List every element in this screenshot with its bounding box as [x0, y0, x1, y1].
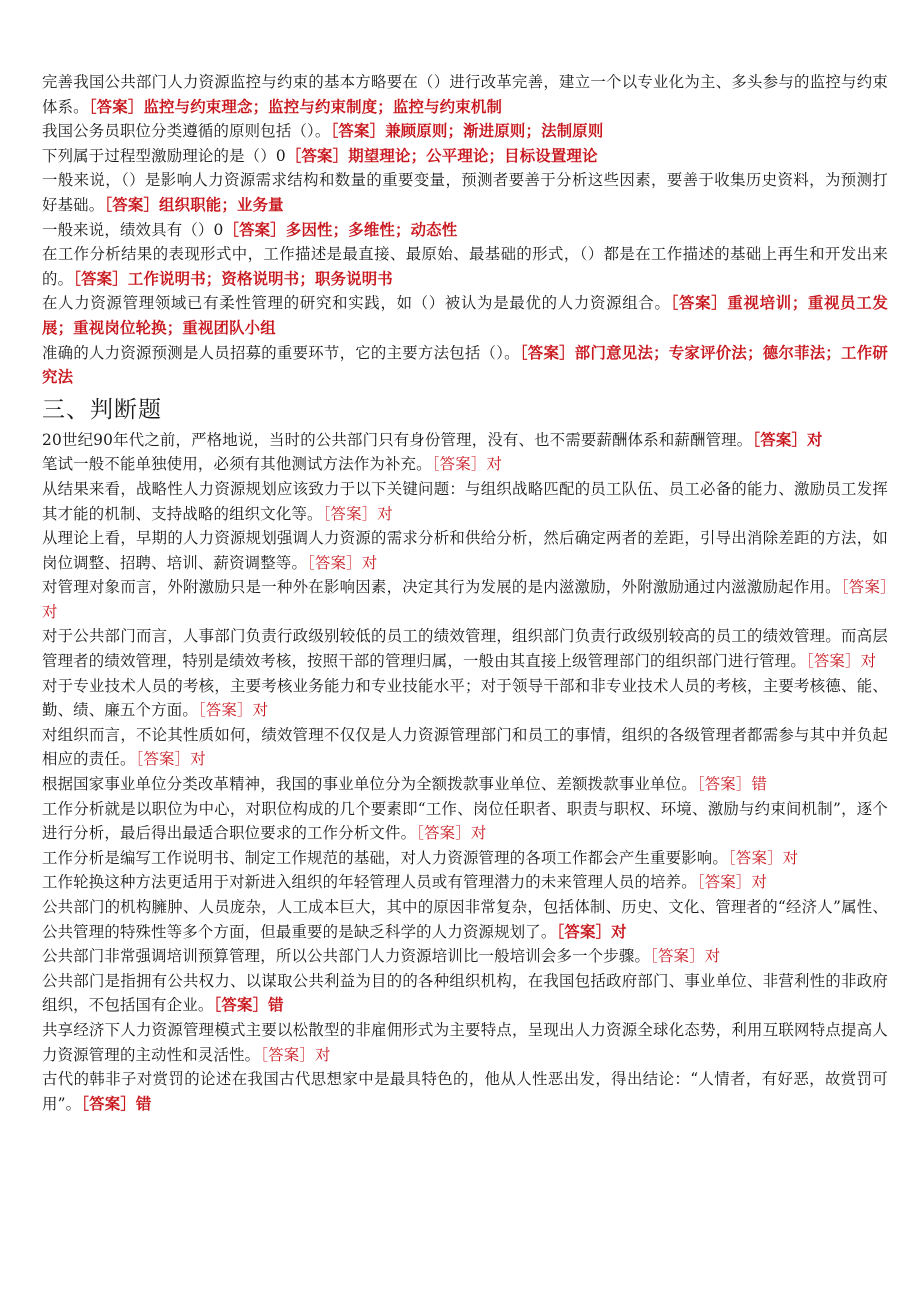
answer-text: ［答案］多因性；多维性；动态性 — [223, 220, 458, 239]
answer-text: ［答案］对 — [197, 701, 269, 720]
question-text: 公共部门是指拥有公共权力、以谋取公共利益为目的的各种组织机构，在我国包括政府部门、事业单位、非营利性的非政府组织，不包括国有企业。 — [42, 971, 888, 1015]
answer-text: ［答案］对 — [650, 947, 721, 966]
answer-text: ［答案］对 — [416, 824, 487, 843]
question-item — [42, 168, 888, 217]
answer-text: ［答案］错 — [81, 1094, 152, 1113]
judgment-section — [42, 428, 888, 1117]
question-text: 工作分析是编写工作说明书、制定工作规范的基础，对人力资源管理的各项工作都会产生重要影响。 — [42, 848, 728, 867]
question-item — [42, 341, 888, 390]
question-item — [42, 242, 888, 291]
question-text: 完善我国公共部门人力资源监控与约束的基本方略要在（）进行改革完善，建立一个以专业化为主、多头参与的监控与约束体系。 — [42, 73, 888, 116]
question-item — [42, 895, 888, 944]
question-text: 工作分析就是以职位为中心，对职位构成的几个要素即“工作、岗位任职者、职责与职权、环境、激励与约束间机制”，逐个进行分析，最后得出最适合职位要求的工作分析文件。 — [42, 799, 888, 843]
question-text: 根据国家事业单位分类改革精神，我国的事业单位分为全额拨款事业单位、差额拨款事业单位。 — [42, 775, 697, 794]
question-text: 我国公务员职位分类遵循的原则包括（）。 — [42, 122, 331, 141]
answer-text: ［答案］对 — [696, 873, 768, 892]
answer-text: ［答案］监控与约束理念；监控与约束制度；监控与约束机制 — [88, 97, 503, 116]
question-item — [42, 723, 888, 772]
multiple-choice-section — [42, 70, 888, 390]
question-item — [42, 526, 888, 575]
question-text: 笔试一般不能单独使用，必须有其他测试方法作为补充。 — [42, 455, 432, 474]
question-item — [42, 575, 888, 624]
answer-text: ［答案］对 — [135, 750, 206, 769]
question-text: 一般来说，（）是影响人力资源需求结构和数量的重要变量，预测者要善于分析这些因素，要善于收集历史资料，为预测打好基础。 — [42, 171, 888, 214]
question-text: 对管理对象而言，外附激励只是一种外在影响因素，决定其行为发展的是内滋激励，外附激励通过内滋激励起作用。 — [42, 578, 841, 597]
question-text: 20世纪90年代之前，严格地说，当时的公共部门只有身份管理，没有、也不需要薪酬体系和薪酬管理。 — [42, 430, 753, 449]
question-text: 在工作分析结果的表现形式中，工作描述是最直接、最原始、最基础的形式，（）都是在工作描述的基础上再生和开发出来的。 — [42, 245, 888, 288]
question-text: 公共部门的机构臃肿、人员庞杂，人工成本巨大，其中的原因非常复杂，包括体制、历史、文化、管理者的“经济人”属性、公共管理的特殊性等多个方面，但最重要的是缺乏科学的人力资源规划了。 — [42, 898, 888, 941]
answer-text: ［答案］对 — [556, 922, 627, 941]
question-text: 工作轮换这种方法更适用于对新进入组织的年轻管理人员或有管理潜力的未来管理人员的培养。 — [42, 873, 697, 892]
answer-text: ［答案］对 — [307, 553, 378, 572]
question-item — [42, 218, 888, 243]
question-item — [42, 428, 888, 453]
question-text: 从理论上看，早期的人力资源规划强调人力资源的需求分析和供给分析，然后确定两者的差距，引导出消除差距的方法，如岗位调整、招聘、培训、薪资调整等。 — [42, 529, 888, 572]
question-item — [42, 119, 888, 144]
answer-text: ［答案］对 — [42, 578, 888, 621]
question-item — [42, 674, 888, 723]
question-item — [42, 291, 888, 340]
answer-text: ［答案］对 — [728, 848, 799, 867]
answer-text: ［答案］对 — [805, 652, 877, 671]
question-text: 对组织而言，不论其性质如何，绩效管理不仅仅是人力资源管理部门和员工的事情，组织的各级管理者都需参与其中并负起相应的责任。 — [42, 725, 888, 769]
question-text: 对于公共部门而言，人事部门负责行政级别较低的员工的绩效管理，组织部门负责行政级别较高的员工的绩效管理。而高层管理者的绩效管理，特别是绩效考核，按照干部的管理归属，一般由其直接上级管理部门的组织部门进行管理。 — [42, 627, 888, 671]
answer-text: ［答案］对 — [752, 430, 823, 449]
question-item — [42, 1018, 888, 1067]
question-text: 从结果来看，战略性人力资源规划应该致力于以下关键问题：与组织战略匹配的员工队伍、员工必备的能力、激励员工发挥其才能的机制、支持战略的组织文化等。 — [42, 479, 888, 523]
answer-text: ［答案］部门意见法；专家评价法；德尔菲法；工作研究法 — [42, 343, 888, 387]
question-text: 共享经济下人力资源管理模式主要以松散型的非雇佣形式为主要特点，呈现出人力资源全球化态势，利用互联网特点提高人力资源管理的主动性和灵活性。 — [42, 1020, 888, 1064]
question-text: 在人力资源管理领域已有柔性管理的研究和实践，如（）被认为是最优的人力资源组合。 — [42, 294, 671, 313]
question-text: 一般来说，绩效具有（）0 — [42, 220, 224, 239]
question-text: 公共部门非常强调培训预算管理，所以公共部门人力资源培训比一般培训会多一个步骤。 — [42, 947, 651, 966]
question-item — [42, 969, 888, 1018]
answer-text: ［答案］错 — [213, 996, 284, 1015]
question-text: 古代的韩非子对赏罚的论述在我国古代思想家中是最具特色的，他从人性恶出发，得出结论：“人情者，有好恶，故赏罚可用”。 — [42, 1070, 888, 1113]
answer-text: ［答案］对 — [431, 455, 503, 474]
answer-text: ［答案］兼顾原则；渐进原则；法制原则 — [330, 122, 604, 141]
question-text: 下列属于过程型激励理论的是（）0 — [42, 146, 286, 165]
answer-text: ［答案］错 — [696, 775, 768, 794]
answer-text: ［答案］对 — [260, 1045, 331, 1064]
question-item — [42, 624, 888, 673]
answer-text: ［答案］期望理论；公平理论；目标设置理论 — [285, 146, 598, 165]
answer-text: ［答案］重视培训；重视员工发展；重视岗位轮换；重视团队小组 — [42, 294, 888, 337]
answer-text: ［答案］工作说明书；资格说明书；职务说明书 — [73, 269, 393, 288]
question-item — [42, 944, 888, 969]
question-item — [42, 797, 888, 846]
question-item — [42, 870, 888, 895]
question-item — [42, 477, 888, 526]
question-item — [42, 144, 888, 169]
answer-text: ［答案］对 — [322, 504, 393, 523]
question-item — [42, 452, 888, 477]
question-item — [42, 1067, 888, 1116]
question-item — [42, 846, 888, 871]
question-item — [42, 772, 888, 797]
question-text: 准确的人力资源预测是人员招募的重要环节，它的主要方法包括（）。 — [42, 343, 520, 362]
question-text: 对于专业技术人员的考核，主要考核业务能力和专业技能水平；对于领导干部和非专业技术人员的考核，主要考核德、能、勤、绩、廉五个方面。 — [42, 676, 888, 720]
answer-text: ［答案］组织职能；业务量 — [104, 195, 284, 214]
question-item — [42, 70, 888, 119]
section-heading: 三、判断题 — [42, 396, 162, 423]
